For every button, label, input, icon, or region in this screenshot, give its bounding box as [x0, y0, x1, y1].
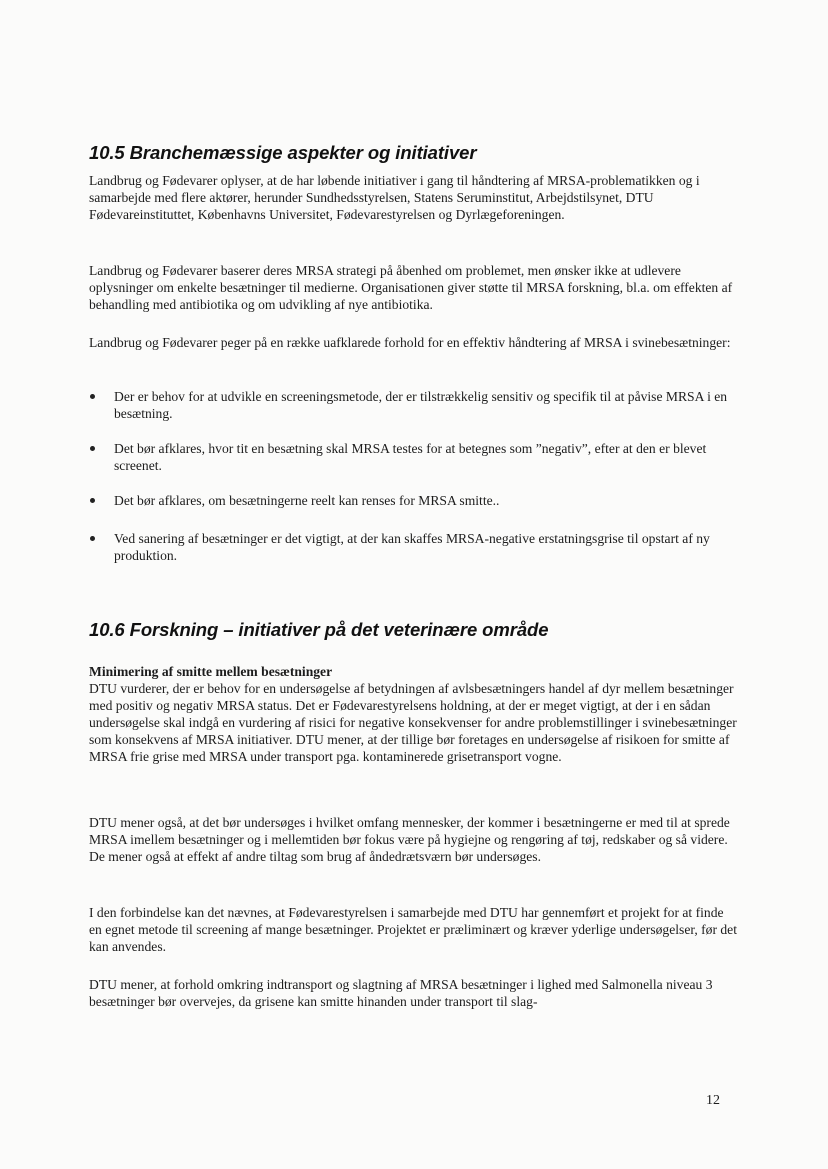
paragraph: DTU mener også, at det bør undersøges i hvilket omfang mennesker, der kommer i besætningerne er med til at sprede MRSA imellem besætninger og i mellemtiden bør fokus være på hygiejne og rengøring af tøj, redskaber og så videre. De mener også at effekt af andre tiltag som brug af åndedrætsværn bør undersøges.: [89, 815, 730, 864]
bullet-list: [89, 388, 729, 422]
paragraph: DTU vurderer, der er behov for en undersøgelse af betydningen af avlsbesætningers handel af dyr mellem besætninger med positiv og negativ MRSA status. Det er Fødevarestyrelsens holdning, at der er meget vigtigt, at der i en sådan undersøgelse skal indgå en vurdering af risici for negative konsekvenser for andre problemstillinger i svinebesætninger som konsekvens af MRSA initiativer. DTU mener, at der tillige bør foretages en undersøgelse af risikoen for smitte af MRSA frie grise med MRSA under transport pga. kontaminerede grisetransport vogne.: [89, 681, 737, 764]
paragraph-block: [89, 976, 739, 1010]
bullet-list: [89, 492, 729, 509]
list-item: Der er behov for at udvikle en screeningsmetode, der er tilstrækkelig sensitiv og specifik til at påvise MRSA i en besætning.: [89, 388, 729, 422]
section-10-6-body: [89, 663, 739, 765]
paragraph: Landbrug og Fødevarer baserer deres MRSA strategi på åbenhed om problemet, men ønsker ikke at udlevere oplysninger om enkelte besætninger til medierne. Organisationen giver støtte til MRSA forskning, bl.a. om effekten af behandling med antibiotika og om udvikling af nye antibiotika.: [89, 263, 733, 312]
section-heading: 10.5 Branchemæssige aspekter og initiativer: [89, 142, 477, 163]
paragraph: Landbrug og Fødevarer oplyser, at de har løbende initiativer i gang til håndtering af MRSA-problematikken og i samarbejde med flere aktører, herunder Sundhedsstyrelsen, Statens Seruminstitut, Arbejdstilsynet, DTU Fødevareinstituttet, Københavns Universitet, Fødevarestyrelsen og Dyrlægeforeningen.: [89, 173, 700, 222]
section-heading: 10.6 Forskning – initiativer på det veterinære område: [89, 619, 549, 640]
paragraph-block: [89, 334, 739, 351]
list-item: Ved sanering af besætninger er det vigtigt, at der kan skaffes MRSA-negative erstatningsgrise til opstart af ny produktion.: [89, 530, 729, 564]
paragraph: Landbrug og Fødevarer peger på en række uafklarede forhold for en effektiv håndtering af MRSA i svinebesætninger:: [89, 335, 731, 350]
page-number: 12: [706, 1093, 720, 1108]
bullet-list: [89, 530, 729, 564]
paragraph-block: [89, 814, 739, 865]
paragraph-block: [89, 262, 739, 313]
paragraph: I den forbindelse kan det nævnes, at Fødevarestyrelsen i samarbejde med DTU har gennemført et projekt for at finde en egnet metode til screening af mange besætninger. Projektet er præliminært og kræver yderlige undersøgelser, før det kan anvendes.: [89, 905, 737, 954]
bullet-list: [89, 440, 729, 474]
subheading: Minimering af smitte mellem besætninger: [89, 664, 333, 679]
paragraph: DTU mener, at forhold omkring indtransport og slagtning af MRSA besætninger i lighed med Salmonella niveau 3 besætninger bør overvejes, da grisene kan smitte hinanden under transport til slag-: [89, 977, 713, 1009]
section-10-5: [89, 142, 739, 164]
paragraph-block: [89, 904, 739, 955]
section-10-5-body: [89, 172, 739, 223]
list-item: Det bør afklares, hvor tit en besætning skal MRSA testes for at betegnes som ”negativ”, efter at den er blevet screenet.: [89, 440, 729, 474]
section-10-6: [89, 619, 739, 641]
list-item: Det bør afklares, om besætningerne reelt kan renses for MRSA smitte..: [89, 492, 729, 509]
